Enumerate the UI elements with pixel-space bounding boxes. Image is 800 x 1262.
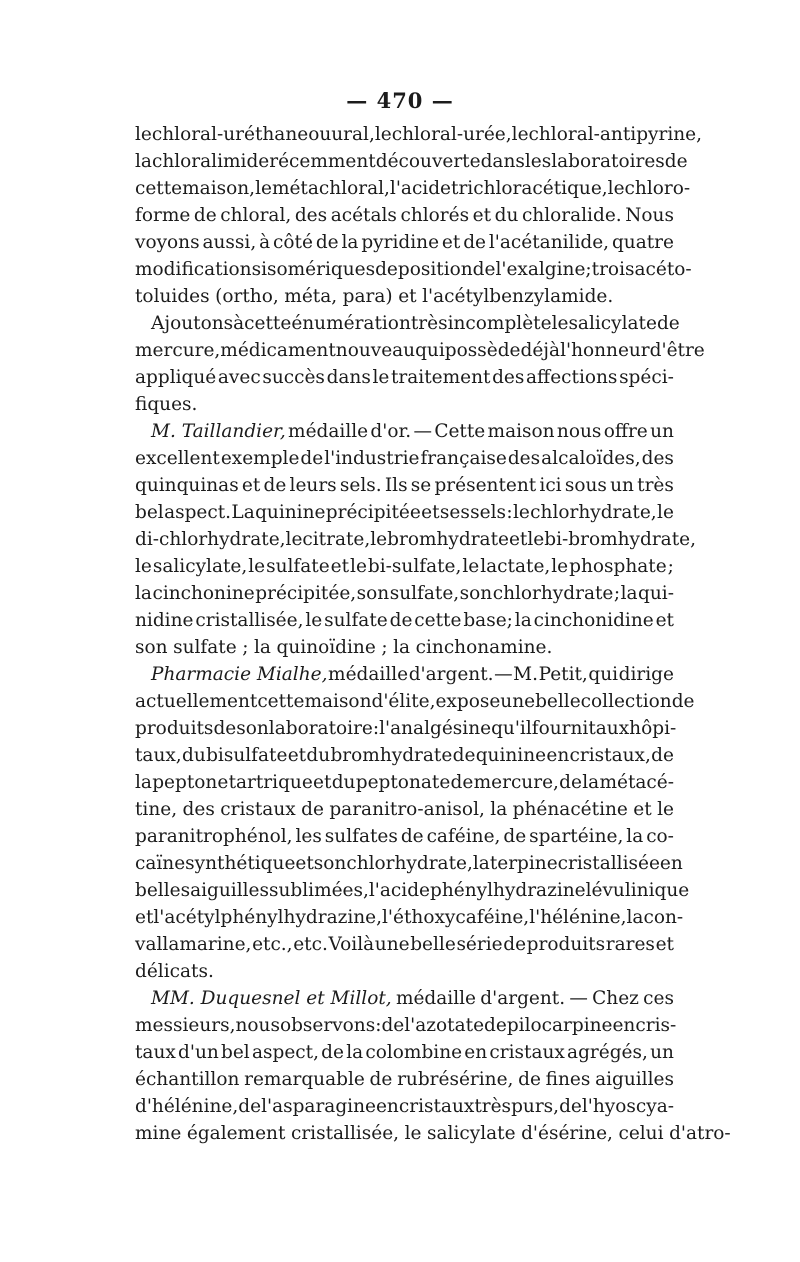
text-line: nidine cristallisée, le sulfate de cette base; la cinchonidine et [135,610,674,631]
text-line: délicats. [135,961,214,982]
exhibitor-name: M. Taillandier, [151,421,286,442]
text-line: excellent exemple de l'industrie française des alcaloïdes, des [135,448,674,469]
text-line: tine, des cristaux de paranitro-anisol, la phénacétine et le [135,799,674,820]
paragraph [135,661,695,985]
text-line: son sulfate ; la quinoïdine ; la cinchonamine. [135,637,553,658]
text-line: MM. Duquesnel et Millot, médaille d'argent. — Chez ces [135,985,674,1012]
text-line: fiques. [135,394,198,415]
text-line: produits de son laboratoire : l'analgésine qu'il fournit aux hôpi- [135,718,677,739]
text-line: le chloral-uréthane ou ural, le chloral-urée, le chloral-antipyrine, [135,124,702,145]
text-line: le salicylate, le sulfate et le bi-sulfate, le lactate, le phosphate ; [135,556,674,577]
text-line: cette maison, le métachloral, l'acide trichloracétique, le chloro- [135,178,691,199]
text-line: la cinchonine précipitée, son sulfate, son chlorhydrate ; la qui- [135,583,674,604]
text-line: Pharmacie Mialhe, médaille d'argent. — M. Petit, qui dirige [135,661,674,688]
text-line: taux, du bisulfate et du bromhydrate de quinine en cristaux, de [135,745,674,766]
text-line: belles aiguilles sublimées, l'acide phénylhydrazine lévulinique [135,880,690,901]
body-text [135,121,731,1147]
text-line: la chloralimide récemment découverte dans les laboratoires de [135,151,688,172]
text-line: mercure, médicament nouveau qui possède déjà l'honneur d'être [135,340,705,361]
text-line: forme de chloral, des acétals chlorés et du chloralide. Nous [135,205,674,226]
paragraph [135,418,696,661]
paragraph [135,985,731,1147]
text-line: voyons aussi, à côté de la pyridine et de l'acétanilide, quatre [135,232,674,253]
text-line: d'hélénine, de l'asparagine en cristaux très purs, de l'hyoscya- [135,1096,674,1117]
exhibitor-name: MM. Duquesnel et Millot, [151,988,392,1009]
text-line: toluides (ortho, méta, para) et l'acétylbenzylamide. [135,286,614,307]
text-line: Ajoutons à cette énumération très incomplète le salicylate de [151,313,680,334]
text-line: vallamarine, etc., etc. Voilà une belle série de produits rares et [135,934,674,955]
paragraph [135,310,705,418]
text-line: di-chlorhydrate, le citrate, le bromhydrate et le bi-bromhydrate, [135,529,696,550]
text-line: M. Taillandier, médaille d'or. — Cette maison nous offre un [135,418,674,445]
text-line: messieurs, nous observons : de l'azotate de pilocarpine en cris- [135,1015,677,1036]
text-line: paranitrophénol, les sulfates de caféine, de spartéine, la co- [135,826,674,847]
paragraph [135,121,702,310]
text-line: appliqué avec succès dans le traitement des affections spéci- [135,367,674,388]
text-line: modifications isomériques de position de l'exalgine ; trois acéto- [135,259,692,280]
text-line: bel aspect. La quinine précipitée et ses sels : le chlorhydrate, le [135,502,674,523]
text-line: échantillon remarquable de rubrésérine, de fines aiguilles [135,1069,674,1090]
text-line: quinquinas et de leurs sels. Ils se présentent ici sous un très [135,475,674,496]
text-line: et l'acétylphénylhydrazine, l'éthoxycaféine, l'hélénine, la con- [135,907,684,928]
text-line: taux d'un bel aspect, de la colombine en cristaux agrégés, un [135,1042,674,1063]
text-line: caïne synthétique et son chlorhydrate, la terpine cristallisée en [135,853,683,874]
text-line: actuellement cette maison d'élite, expose une belle collection de [135,691,695,712]
text-line: la peptone tartrique et du peptonate de mercure, de la métacé- [135,772,674,793]
page-number: — 470 — [346,88,454,113]
text-line: mine également cristallisée, le salicylate d'ésérine, celui d'atro- [135,1123,731,1144]
exhibitor-name: Pharmacie Mialhe, [151,664,328,685]
